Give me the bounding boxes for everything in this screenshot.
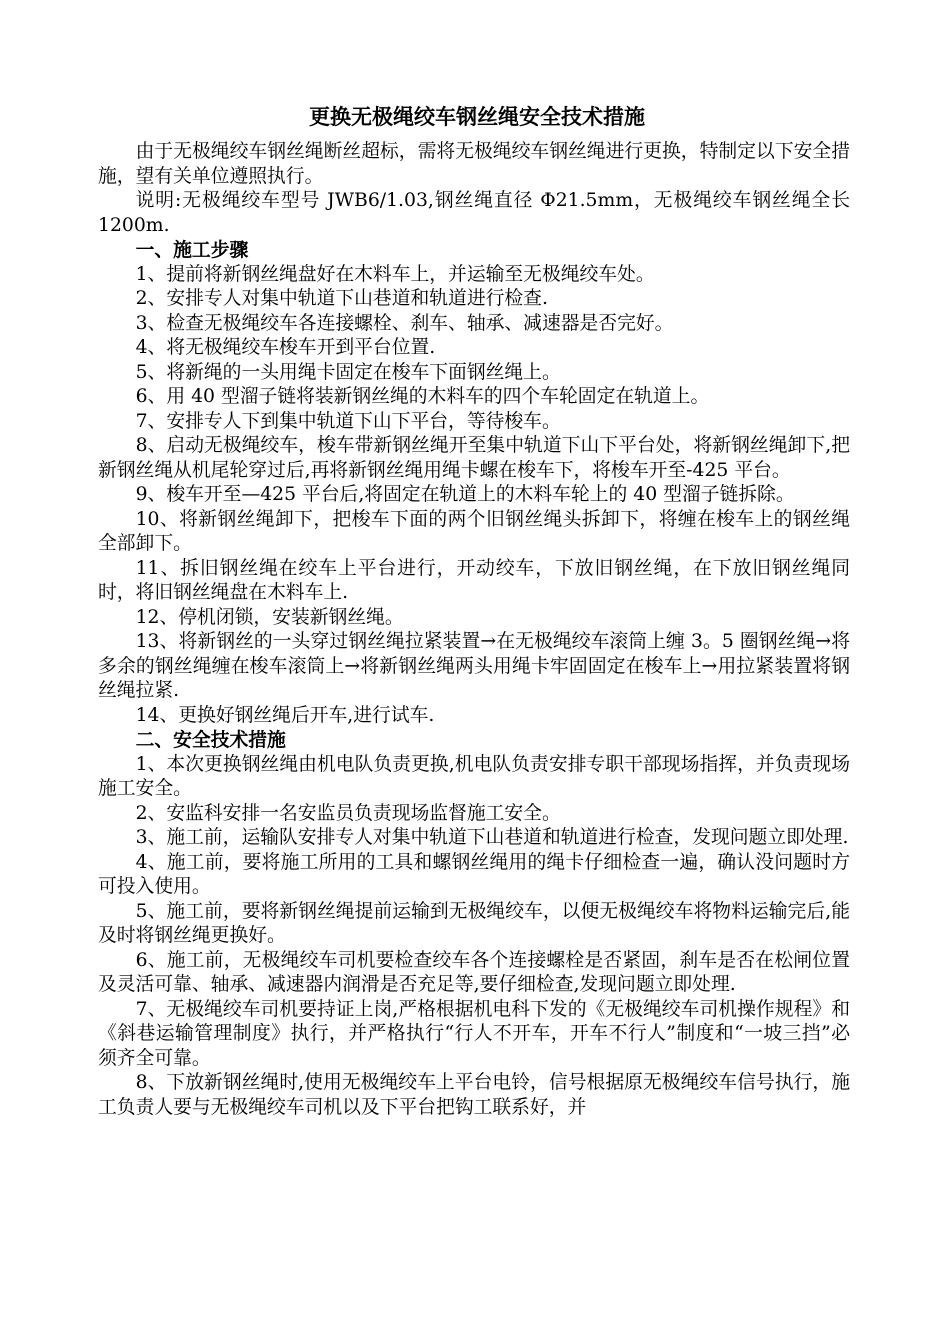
intro-paragraph: 由于无极绳绞车钢丝绳断丝超标，需将无极绳绞车钢丝绳进行更换，特制定以下安全措施，望有关单位遵照执行。 (98, 141, 850, 187)
safety-item: 3、施工前，运输队安排专人对集中轨道下山巷道和轨道进行检查，发现问题立即处理. (135, 827, 849, 848)
step-item: 11、拆旧钢丝绳在绞车上平台进行，开动绞车，下放旧钢丝绳，在下放旧钢丝绳同时，将旧钢丝绳盘在木料车上. (98, 557, 850, 603)
step-item: 9、梭车开至—425 平台后,将固定在轨道上的木料车轮上的 40 型溜子链拆除。 (135, 484, 795, 505)
safety-item: 4、施工前，要将施工所用的工具和螺钢丝绳用的绳卡仔细检查一遍，确认没问题时方可投入使用。 (98, 851, 850, 897)
step-item: 5、将新绳的一头用绳卡固定在梭车下面钢丝绳上。 (135, 361, 561, 383)
step-item: 10、将新钢丝绳卸下，把梭车下面的两个旧钢丝绳头拆卸下，将缠在梭车上的钢丝绳全部卸下。 (98, 508, 850, 554)
safety-item: 5、施工前，要将新钢丝绳提前运输到无极绳绞车，以便无极绳绞车将物料运输完后,能及时将钢丝绳更换好。 (98, 900, 850, 946)
section-heading-safety-measures: 二、安全技术措施 (135, 729, 286, 751)
safety-item: 7、无极绳绞车司机要持证上岗,严格根据机电科下发的《无极绳绞车司机操作规程》和《斜巷运输管理制度》执行，并严格执行“行人不开车，开车不行人”制度和“一坡三挡”必须齐全可靠。 (98, 998, 850, 1069)
step-item: 8、启动无极绳绞车，梭车带新钢丝绳开至集中轨道下山下平台处，将新钢丝绳卸下,把新钢丝绳从机尾轮穿过后,再将新钢丝绳用绳卡螺在梭车下，将梭车开至-425 平台。 (98, 435, 850, 481)
step-item: 13、将新钢丝的一头穿过钢丝绳拉紧装置→在无极绳绞车滚筒上缠 3。5 圈钢丝绳→将多余的钢丝绳缠在梭车滚筒上→将新钢丝绳两头用绳卡牢固固定在梭车上→用拉紧装置将钢丝绳拉紧. (98, 631, 850, 701)
document-page (98, 104, 850, 1120)
spec-note-paragraph: 说明:无极绳绞车型号 JWB6/1.03,钢丝绳直径 Φ21.5mm，无极绳绞车钢丝绳全长 1200m. (98, 190, 850, 236)
step-item: 2、安排专人对集中轨道下山巷道和轨道进行检查. (135, 288, 548, 309)
step-item: 7、安排专人下到集中轨道下山下平台，等待梭车。 (135, 410, 561, 432)
step-item: 12、停机闭锁，安装新钢丝绳。 (135, 606, 404, 628)
safety-item: 1、本次更换钢丝绳由机电队负责更换,机电队负责安排专职干部现场指挥，并负责现场施工安全。 (98, 753, 850, 799)
step-item: 6、用 40 型溜子链将装新钢丝绳的木料车的四个车轮固定在轨道上。 (135, 386, 710, 407)
safety-item: 8、下放新钢丝绳时,使用无极绳绞车上平台电铃，信号根据原无极绳绞车信号执行，施工负责人要与无极绳绞车司机以及下平台把钩工联系好，并 (98, 1072, 850, 1118)
step-item: 14、更换好钢丝绳后开车,进行试车. (135, 704, 435, 726)
section-heading-construction-steps: 一、施工步骤 (135, 239, 249, 261)
safety-item: 6、施工前，无极绳绞车司机要检查绞车各个连接螺栓是否紧固，刹车是否在松闸位置及灵活可靠、轴承、减速器内润滑是否充足等,要仔细检查,发现问题立即处理. (98, 949, 850, 995)
safety-item: 2、安监科安排一名安监员负责现场监督施工安全。 (135, 802, 561, 824)
step-item: 3、检查无极绳绞车各连接螺栓、刹车、轴承、减速器是否完好。 (135, 312, 674, 334)
step-item: 1、提前将新钢丝绳盘好在木料车上，并运输至无极绳绞车处。 (135, 263, 655, 285)
step-item: 4、将无极绳绞车梭车开到平台位置. (135, 337, 436, 358)
document-title: 更换无极绳绞车钢丝绳安全技术措施 (309, 104, 645, 129)
